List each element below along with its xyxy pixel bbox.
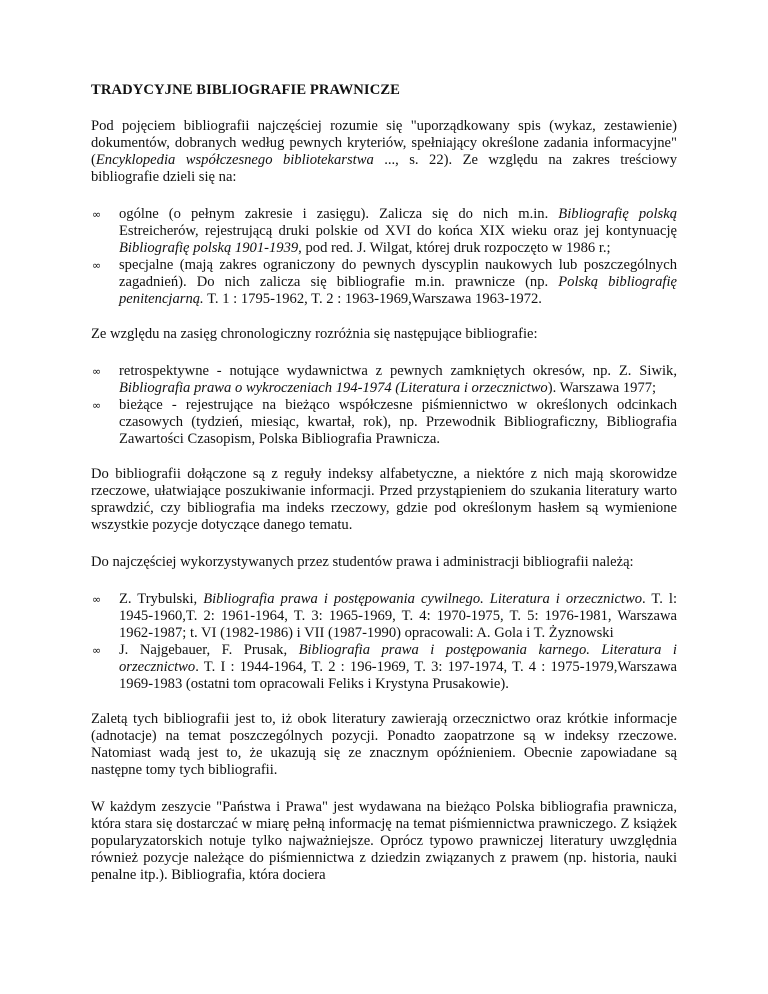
bullet-icon: ∞: [92, 593, 102, 606]
italic-title: Encyklopedia współczesnego bibliotekarstwa: [95, 152, 374, 168]
text-segment: Estreicherów, rejestrującą druki polskie od XVI do końca XIX wieku oraz jej kontynuację: [119, 223, 677, 239]
list-item: [91, 363, 677, 397]
text-segment: ). Warszawa 1977;: [547, 380, 657, 396]
paragraph-advantages: Zaletą tych bibliografii jest to, iż obok literatury zawierają orzecznictwo oraz krótkie informacje (adnotacje) na temat poszczególnych pozycji. Ponadto zaopatrzone są w indeksy rzeczowe. Natomiast wadą jest to, że ukazują się ze znacznym opóźnieniem. Obecnie zapowiadane są następne tomy tych bibliografii.: [91, 711, 677, 778]
text-segment: . T. l: 1945-1960,T. 2: 1961-1964, T. 3: 1965-1969, T. 4: 1970-1975, T. 5: 1976-1981, Warszawa 1962-1987; t. VI (1982-1986) i VII (1987-1990) opracowali: A. Gola i T. Żyznowski: [119, 591, 677, 641]
text-segment: J. Najgebauer, F. Prusak,: [119, 642, 299, 658]
italic-title: Bibliografię polską 1901-1939: [119, 240, 299, 256]
paragraph-definition: [91, 118, 677, 186]
italic-title: Bibliografia prawa o wykroczeniach 194-1974 (Literatura i orzecznictwo: [119, 380, 548, 396]
text-segment: Z. Trybulski,: [119, 591, 204, 607]
text-segment: , pod red. J. Wilgat, której druk rozpoczęto w 1986 r.;: [298, 240, 611, 256]
text-segment: ..., s. 22). Ze względu na zakres treściowy bibliografie dzieli się na:: [91, 152, 677, 185]
italic-title: Polską bibliografię penitencjarną.: [119, 274, 677, 307]
text-segment: bieżące - rejestrujące na bieżąco współczesne piśmiennictwo w określonych odcinkach czasowych (tydzień, miesiąc, kwartał, rok), np. Przewodnik Bibliograficzny, Bibliografia Zawartości Czasopism, Polska Bibliografia Prawnicza.: [119, 397, 677, 447]
list-item: [91, 206, 677, 257]
text-segment: . T. I : 1944-1964, T. 2 : 196-1969, T. 3: 197-1974, T. 4 : 1975-1979,Warszawa 1969-1983 (ostatni tom opracowali Feliks i Krystyna Prusakowie).: [119, 659, 677, 692]
bullet-icon: ∞: [92, 365, 102, 378]
italic-title: Bibliografię polską: [558, 206, 677, 222]
list-item: [91, 591, 677, 642]
paragraph-most-used: Do najczęściej wykorzystywanych przez studentów prawa i administracji bibliografii należą:: [91, 554, 634, 570]
list-item: [91, 397, 677, 448]
bullet-icon: ∞: [92, 644, 102, 657]
list-item: [91, 257, 677, 308]
text-segment: specjalne (mają zakres ograniczony do pewnych dyscyplin naukowych lub poszczególnych zagadnień). Do nich zalicza się bibliografie m.in. prawnicze (np.: [119, 257, 677, 290]
text-segment: Pod pojęciem bibliografii najczęściej rozumie się "uporządkowany spis (wykaz, zestawienie) dokumentów, dobranych według pewnych kryteriów, spełniający określone zadania informacyjne" (: [91, 118, 677, 168]
document-page: [91, 82, 677, 904]
paragraph-indexes: Do bibliografii dołączone są z reguły indeksy alfabetyczne, a niektóre z nich mają skorowidze rzeczowe, ułatwiające poszukiwanie informacji. Przed przystąpieniem do szukania literatury warto sprawdzić, czy bibliografia ma indeks rzeczowy, gdzie pod określonym hasłem są wymienione wszystkie pozycje dotyczące danego tematu.: [91, 466, 677, 533]
paragraph-chronology: Ze względu na zasięg chronologiczny rozróżnia się następujące bibliografie:: [91, 326, 538, 342]
bullet-icon: ∞: [92, 259, 102, 272]
bullet-list-bibliographies: [91, 591, 677, 693]
list-item: [91, 642, 677, 693]
italic-title: Bibliografia prawa i postępowania karnego. Literatura i orzecznictwo: [119, 642, 677, 675]
text-segment: retrospektywne - notujące wydawnictwa z pewnych zamkniętych okresów, np. Z. Siwik,: [119, 363, 677, 379]
italic-title: Bibliografia prawa i postępowania cywilnego. Literatura i orzecznictwo: [203, 591, 643, 607]
bullet-list-scope: [91, 206, 677, 308]
text-segment: T. 1 : 1795-1962, T. 2 : 1963-1969,Warszawa 1963-1972.: [203, 291, 542, 307]
bullet-icon: ∞: [92, 399, 102, 412]
paragraph-current-bibliography: W każdym zeszycie "Państwa i Prawa" jest wydawana na bieżąco Polska bibliografia prawnicza, która stara się dostarczać w miarę pełną informację na temat piśmiennictwa prawniczego. Z książek popularyzatorskich notuje tylko najważniejsze. Oprócz typowo prawniczej literatury uwzględnia również pozycje należące do piśmiennictwa z dziedzin związanych z prawem (np. historia, nauki penalne itp.). Bibliografia, która dociera: [91, 799, 677, 883]
bullet-list-chronology: [91, 363, 677, 448]
bullet-icon: ∞: [92, 208, 102, 221]
text-segment: ogólne (o pełnym zakresie i zasięgu). Zalicza się do nich m.in.: [119, 206, 559, 222]
document-heading: TRADYCYJNE BIBLIOGRAFIE PRAWNICZE: [91, 82, 400, 98]
